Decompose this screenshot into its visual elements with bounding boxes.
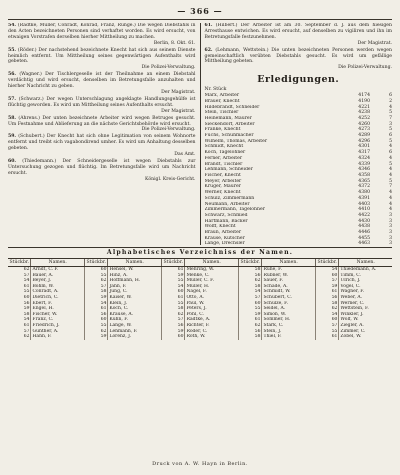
register-name-header: Namen. xyxy=(31,259,85,267)
register-name: Thiedemann, A. xyxy=(340,267,377,272)
register-number: 61 xyxy=(8,323,31,329)
erledigung-reference: 4324 xyxy=(358,155,370,161)
erledigung-reference: 4358 xyxy=(358,173,370,178)
register-name: Koch, C. xyxy=(108,306,162,312)
register-name: Wettstein, F. xyxy=(340,306,369,312)
register-number: 59 xyxy=(8,306,31,312)
erledigung-issue: 4 xyxy=(389,167,392,173)
register-number: 62 xyxy=(238,278,261,284)
erledigung-issue: 5 xyxy=(389,138,392,144)
register-name: Röder, C. xyxy=(185,329,239,335)
register-number: 55 xyxy=(8,289,31,295)
erledigung-issue: 5 xyxy=(389,178,392,184)
erledigung-issue: 2 xyxy=(389,98,392,104)
register-number: 59 xyxy=(238,312,261,318)
register-name: Ebert, F. xyxy=(31,301,85,307)
notice xyxy=(205,48,393,72)
erledigung-name: Schwarz, Schmied xyxy=(204,212,248,218)
register-number: 55 xyxy=(84,273,107,279)
register-header-row xyxy=(8,259,392,267)
erledigung-reference: 4410 xyxy=(358,207,370,213)
right-column xyxy=(201,23,393,245)
register-number: 60 xyxy=(84,317,107,323)
register-name: Lange, W. xyxy=(108,323,162,329)
register-name: Schubert, C. xyxy=(262,295,316,301)
register-name: Pohl, C. xyxy=(185,312,239,318)
register-name: Paul, W. xyxy=(185,301,239,307)
erledigung-issue: 5 xyxy=(389,161,392,167)
left-column xyxy=(8,23,201,245)
notice-number: 56. xyxy=(8,72,16,78)
erledigung-reference: 4446 xyxy=(358,230,370,236)
erledigung-reference: 4317 xyxy=(358,150,370,156)
notice-signature: Die Polizei-Verwaltung. xyxy=(141,65,196,71)
register-number: 55 xyxy=(238,306,261,312)
register-name: Müller, C. F. xyxy=(185,278,239,284)
register-title: Alphabetisches Verzeichniss der Namen. xyxy=(8,247,392,259)
register-number: 61 xyxy=(161,267,184,273)
register-number: 57 xyxy=(161,317,184,323)
register-number: 56 xyxy=(161,323,184,329)
register-number: 60 xyxy=(238,301,261,307)
register-number: 61 xyxy=(315,289,338,295)
erledigung-reference: 4455 xyxy=(358,235,370,241)
register-name-header: Namen. xyxy=(108,259,162,267)
register-name: Ziegler, A. xyxy=(340,322,364,328)
erledigung-issue: 3 xyxy=(389,212,392,218)
register-number: 62 xyxy=(161,312,184,318)
register-number: 58 xyxy=(238,284,261,290)
erledigung-issue: 3 xyxy=(389,241,392,245)
notice-number: 58. xyxy=(8,115,16,121)
register-name: Peters, J. xyxy=(185,306,239,312)
erledigung-name: Franke, Knecht xyxy=(204,127,241,133)
register-name: Hinz, A. xyxy=(108,273,162,279)
erledigung-issue: 7 xyxy=(389,184,392,190)
register-name: Hahn, F. xyxy=(31,334,85,340)
notice-signature: Berlin, 8. Okt. 61. xyxy=(153,40,196,46)
register-name: Friedrich, J. xyxy=(31,323,85,329)
register-name: Franz, C. xyxy=(31,317,85,323)
register-body xyxy=(8,267,392,340)
notice xyxy=(8,159,196,183)
erledigung-issue: 3 xyxy=(389,230,392,236)
notice-signature: Königl. Kreis-Gericht. xyxy=(145,176,196,182)
register-name: Hensel, W. xyxy=(108,267,162,273)
erledigung-issue: 3 xyxy=(389,121,392,127)
register-name: Kuhn, F. xyxy=(108,317,162,323)
register-name: Radtke, A. xyxy=(185,317,239,323)
register-name: Arndt, C. F. xyxy=(31,267,85,273)
notice xyxy=(8,134,196,158)
erledigung-issue: 4 xyxy=(389,207,392,213)
erledigung-row xyxy=(205,241,393,245)
erledigung-issue: 3 xyxy=(389,235,392,241)
register-name-header: Namen. xyxy=(262,259,316,267)
register-number: 60 xyxy=(161,289,184,295)
notice-number: 55. xyxy=(8,47,16,53)
erledigung-name: Werner, Knecht xyxy=(204,190,241,196)
notice-text: (Hilbert.) Der Arbeiter ist am 30. September d. J. aus dem hiesigen Arresthause entwichen. Es wird ersucht, auf denselben zu vigiliren und ihn im Betretungsfalle festzunehmen. xyxy=(204,23,392,40)
register-number: 60 xyxy=(161,334,184,340)
register-name: Wagner, F. xyxy=(340,289,365,295)
register-name: Seidel, A. xyxy=(262,306,316,312)
register-name: Werner, C. xyxy=(340,300,365,306)
page-header xyxy=(8,6,392,20)
register-name: Zimmer, C. xyxy=(340,328,366,334)
register-number: 58 xyxy=(161,306,184,312)
erledigung-reference: 4238 xyxy=(358,110,370,116)
erledigung-reference: 4273 xyxy=(358,127,370,133)
erledigung-name: Fischer, Knecht xyxy=(204,173,241,178)
name-register-table xyxy=(8,259,392,340)
register-name: Conradt, A. xyxy=(31,289,85,295)
register-number-header: Stückbr. xyxy=(8,259,31,267)
erledigung-name: Lehmann, Schneider xyxy=(204,167,253,173)
erledigung-reference: 4252 xyxy=(358,115,370,121)
register-number: 56 xyxy=(238,273,261,279)
register-number-header: Stückbr. xyxy=(238,259,261,267)
register-name-header: Namen. xyxy=(339,259,392,267)
register-number: 54 xyxy=(161,284,184,290)
erledigung-issue: 4 xyxy=(389,190,392,196)
register-number: 54 xyxy=(315,267,338,273)
notice xyxy=(205,23,393,47)
erledigung-issue: 4 xyxy=(389,144,392,150)
erledigung-reference: 4260 xyxy=(358,121,370,127)
register-name: Rühe, F. xyxy=(262,267,316,273)
register-number: 58 xyxy=(238,334,261,340)
register-name: Kaiser, W. xyxy=(108,295,162,301)
erledigungen-list xyxy=(205,93,393,245)
notice xyxy=(8,97,196,115)
notice-text: (Ahrens.) Der unten bezeichnete Arbeiter wird wegen Betruges gesucht. Um Festnahme und Ablieferung an die nächste Gerichtsbehörde wird ersucht. xyxy=(8,115,196,127)
register-name: Müller, H. xyxy=(185,284,239,290)
erledigung-name: Krüger, Maurer xyxy=(204,184,241,190)
notice-number: 62. xyxy=(204,47,213,53)
erledigung-reference: 4221 xyxy=(358,104,370,110)
register-name: Nagel, F. xyxy=(185,289,239,295)
erledigungen-heading: Erledigungen. xyxy=(257,74,340,86)
notices-area xyxy=(8,23,392,245)
notice-text: (Thiedemann.) Der Schneidergeselle ist wegen Diebstahls zur Untersuchung gezogen und flüchtig. Im Betretungsfalle wird um Nachricht ersucht. xyxy=(8,158,196,176)
register-name: Rübner, W. xyxy=(262,273,316,279)
register-name: Beyer, J. xyxy=(31,278,85,284)
erledigung-reference: 4174 xyxy=(358,93,370,99)
erledigung-name: Wilhelm, Thomas, Arbeiter xyxy=(204,138,268,144)
erledigung-issue: 4 xyxy=(389,195,392,201)
notice-text: (Radtke, Müller, Conradt, Konrad, Franz, Runge.) Die wegen Diebstahls in den Acten bezeichneten Personen sind verhaftet worden. Es wird ersucht, von etwaigen Vorstrafen derselben hierher Mittheilung zu machen. xyxy=(8,23,196,40)
erledigung-reference: 4463 xyxy=(358,241,370,245)
register-number: 57 xyxy=(8,329,31,335)
erledigung-name: Stein, Tischler xyxy=(204,110,239,116)
erledigung-reference: 4346 xyxy=(358,167,370,173)
register-number: 57 xyxy=(315,278,338,284)
register-number: 59 xyxy=(161,273,184,279)
erledigung-issue: 4 xyxy=(389,201,392,207)
erledigung-name: Sieckendorf, Arbeiter xyxy=(204,121,255,127)
register-number-header: Stückbr. xyxy=(315,259,338,267)
register-number: 60 xyxy=(315,273,338,279)
erledigung-reference: 4438 xyxy=(358,224,370,230)
register-name: Simon, W. xyxy=(262,312,316,318)
erledigung-reference: 4296 xyxy=(358,138,370,144)
notice-signature: Der Magistrat. xyxy=(161,108,196,114)
erledigung-reference: 4301 xyxy=(358,144,370,150)
erledigung-reference: 4190 xyxy=(358,98,370,104)
notice-signature: Die Polizei-Verwaltung. xyxy=(141,127,196,133)
erledigung-issue: 6 xyxy=(389,133,392,139)
register-number: 54 xyxy=(8,317,31,323)
notice-signature: Der Magistrat. xyxy=(357,40,392,46)
erledigung-name: Marx, Arbeiter xyxy=(204,93,240,99)
register-name-header: Namen. xyxy=(185,259,239,267)
notice-text: (Röder.) Der nachstehend bezeichnete Knecht hat sich aus seinem Dienste heimlich entfernt. Um Mittheilung seines gegenwärtigen Aufenthalts wird gebeten. xyxy=(8,47,196,65)
register-number: 58 xyxy=(315,301,338,307)
register-number: 57 xyxy=(84,284,107,290)
erledigung-reference: 4430 xyxy=(358,218,370,224)
erledigung-issue: 5 xyxy=(389,110,392,116)
register-number: 57 xyxy=(238,295,261,301)
register-number: 56 xyxy=(8,301,31,307)
erledigung-name: Wolff, Knecht xyxy=(204,224,236,230)
register-number: 62 xyxy=(8,334,31,340)
register-number: 55 xyxy=(84,323,107,329)
erledigung-name: Heinemann, Maurer xyxy=(204,115,252,121)
page-number: — 366 — xyxy=(177,6,223,16)
register-name: Krause, A. xyxy=(108,312,162,318)
register-name: Otto, A. xyxy=(185,295,239,301)
register-name: Weber, A. xyxy=(340,294,363,300)
register-number: 56 xyxy=(238,329,261,335)
erledigung-reference: 4339 xyxy=(358,161,370,167)
register-name: Stark, C. xyxy=(262,323,316,329)
register-number: 55 xyxy=(161,278,184,284)
erledigung-issue: 3 xyxy=(389,224,392,230)
erledigung-reference: 4289 xyxy=(358,133,370,139)
register-number: 62 xyxy=(84,278,107,284)
register-number: 57 xyxy=(315,323,338,329)
notice-number: 59. xyxy=(8,134,16,140)
notice-text: (Schubert.) Der Knecht hat sich ohne Legitimation von seinem Wohnorte entfernt und treibt sich vagabondirend umher. Es wird um Anhaltung desselben gebeten. xyxy=(8,134,196,152)
register-number: 54 xyxy=(8,278,31,284)
erledigung-reference: 4403 xyxy=(358,201,370,207)
erledigung-name: Zimmermann, Tagelöhner xyxy=(204,207,265,213)
erledigung-reference: 4380 xyxy=(358,190,370,196)
register-number: 57 xyxy=(8,273,31,279)
erledigung-issue: 4 xyxy=(389,104,392,110)
erledigung-name: Schulz, Zimmermann xyxy=(204,195,255,201)
erledigung-name: Fuchs, Schuhmacher xyxy=(204,133,254,139)
register-number: 54 xyxy=(84,301,107,307)
register-name: Roth, W. xyxy=(185,334,239,340)
register-number: 62 xyxy=(315,306,338,312)
register-name: Winkler, J. xyxy=(340,311,364,317)
register-name: Günther, A. xyxy=(31,329,85,335)
register-name: Lehmann, F. xyxy=(108,329,162,335)
notice-number: 57. xyxy=(8,96,16,102)
register-name: Engel, H. xyxy=(31,306,85,312)
erledigung-name: Schmidt, Knecht xyxy=(204,144,244,150)
register-name: Schmidt, W. xyxy=(262,289,316,295)
register-name: Richter, F. xyxy=(185,323,239,329)
erledigung-reference: 4372 xyxy=(358,184,370,190)
erledigung-name: Neumann, Arbeiter xyxy=(204,201,250,207)
erledigung-name: Koch, Tagelöhner xyxy=(204,150,246,156)
table-row xyxy=(8,334,392,340)
erledigung-name: Krause, Kutscher xyxy=(204,235,245,241)
register-number: 59 xyxy=(161,329,184,335)
notice xyxy=(8,23,196,47)
register-name: Timm, C. xyxy=(340,272,361,278)
register-number: 61 xyxy=(161,295,184,301)
register-name: Klein, J. xyxy=(108,301,162,307)
register-name: Sauer, F. xyxy=(262,278,316,284)
register-number: 61 xyxy=(84,306,107,312)
erledigung-issue: 5 xyxy=(389,127,392,133)
register-name: Thiel, F. xyxy=(262,334,316,340)
erledigung-reference: 4365 xyxy=(358,178,370,184)
register-name: Jahn, F. xyxy=(108,284,162,290)
notice-signature: Die Polizei-Verwaltung. xyxy=(338,65,392,71)
register-name: Menke, C. xyxy=(185,273,239,279)
register-number: 59 xyxy=(315,284,338,290)
erledigung-name: Hartmann, Bäcker xyxy=(204,218,248,224)
erledigung-reference: 4422 xyxy=(358,212,370,218)
erledigung-name: Meyer, Arbeiter xyxy=(204,178,242,184)
register-name: Zobel, W. xyxy=(340,334,362,340)
register-number: 60 xyxy=(315,317,338,323)
register-number: 58 xyxy=(8,312,31,318)
register-name: Ulrich, J. xyxy=(340,278,361,284)
erledigung-issue: 6 xyxy=(389,93,392,99)
erledigung-issue: 4 xyxy=(389,155,392,161)
erledigung-name: Braun, Arbeiter xyxy=(204,230,242,236)
notice-text: (Schwarz.) Der wegen Unterschlagung angeklagte Handlungsgehülfe ist flüchtig geworden. Es wird um Mittheilung seines Aufenthalts ersucht. xyxy=(8,96,196,108)
register-number: 55 xyxy=(315,329,338,335)
notice-signature: Das Amt. xyxy=(174,152,196,158)
register-name: Mehring, W. xyxy=(185,267,239,273)
erledigungen-column-labels: Nr. Stück xyxy=(204,87,227,93)
register-number: 55 xyxy=(161,301,184,307)
notice-text: (Wagner.) Der Tischlergeselle ist der Theilnahme an einem Diebstahl verdächtig und wird ersucht, denselben im Betretungsfalle anzuhalten und hierher Nachricht zu geben. xyxy=(8,72,196,90)
erledigung-name: Bräuer, Knecht xyxy=(204,98,240,104)
register-number: 58 xyxy=(238,267,261,273)
register-number: 61 xyxy=(238,317,261,323)
register-number: 59 xyxy=(84,334,107,340)
register-number-header: Stückbr. xyxy=(84,259,107,267)
erledigung-name: Hildebrandt, Schneider xyxy=(204,104,260,110)
notice xyxy=(8,116,196,134)
register-number: 56 xyxy=(315,295,338,301)
notice-number: 54. xyxy=(8,23,16,28)
register-number: 60 xyxy=(84,267,107,273)
register-number: 61 xyxy=(315,334,338,340)
notice xyxy=(8,48,196,72)
erledigung-issue: 3 xyxy=(389,218,392,224)
register-name: Schulze, F. xyxy=(262,301,316,307)
notice-number: 61. xyxy=(204,23,213,28)
register-number: 56 xyxy=(84,312,107,318)
erledigung-issue: 7 xyxy=(389,115,392,121)
register-name: Stein, J. xyxy=(262,329,316,335)
register-name: Böhm, W. xyxy=(31,284,85,290)
register-number-header: Stückbr. xyxy=(161,259,184,267)
register-number: 62 xyxy=(84,329,107,335)
register-number: 62 xyxy=(8,267,31,273)
erledigung-issue: 4 xyxy=(389,173,392,178)
erledigung-name: Ferner, Arbeiter xyxy=(204,155,243,161)
notice-number: 60. xyxy=(8,158,16,164)
register-name: Hoffmann, H. xyxy=(108,278,162,284)
register-number: 54 xyxy=(238,289,261,295)
register-number: 59 xyxy=(84,295,107,301)
register-name: Fischer, W. xyxy=(31,312,85,318)
register-name: Wolf, W. xyxy=(340,317,359,323)
register-number: 62 xyxy=(238,323,261,329)
notice-text: (Lehmann, Wettstein.) Die unten bezeichneten Personen werden wegen gemeinschaftlich verübten Diebstahls gesucht. Es wird um gefällige Mittheilung gebeten. xyxy=(204,47,392,65)
notice xyxy=(8,72,196,96)
register-number: 58 xyxy=(84,289,107,295)
register-name: Schade, A. xyxy=(262,284,316,290)
right-column-notices xyxy=(205,23,393,71)
erledigung-issue: 6 xyxy=(389,150,392,156)
register-name: Bauer, A. xyxy=(31,273,85,279)
register-number: 61 xyxy=(8,284,31,290)
register-number: 54 xyxy=(315,312,338,318)
register-name: Sommer, H. xyxy=(262,317,316,323)
erledigung-reference: 4391 xyxy=(358,195,370,201)
printer-imprint: Druck von A. W. Hayn in Berlin. xyxy=(152,461,248,467)
notice-signature: Der Magistrat. xyxy=(161,89,196,95)
erledigung-name: Lange, Drechsler xyxy=(204,241,245,245)
register-number: 60 xyxy=(8,295,31,301)
register-name: Lorenz, J. xyxy=(108,334,162,340)
erledigung-name: Brandt, Tischler xyxy=(204,161,243,167)
register-name: Dietrich, C. xyxy=(31,295,85,301)
register-name: Jung, C. xyxy=(108,289,162,295)
register-name: Vogel, C. xyxy=(340,283,361,289)
